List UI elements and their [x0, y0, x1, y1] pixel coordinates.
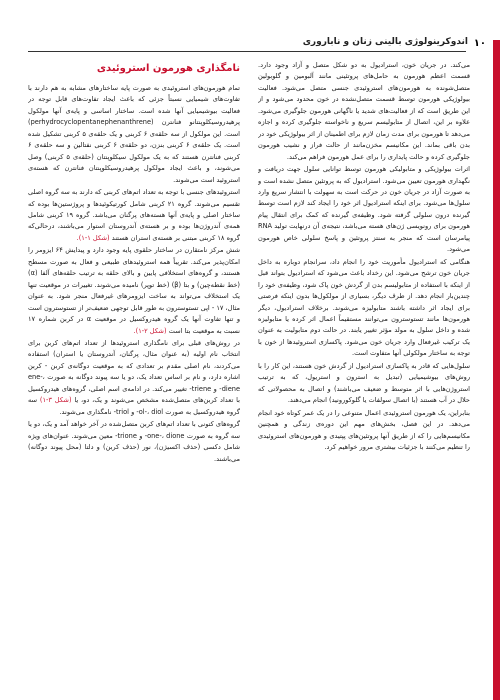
paragraph-text: در روش‌های قبلی برای نامگذاری استروئیدها از تعداد اتم‌های کربن برای انتخاب نام اولیه (به عنوان مثال، پرگنان، آندروستان یا استران) استفاده می‌کردند، نام اصلی مقدم بر تعدادی که به موقعیت دوگانه‌ی کربن - کربن اشاره دارد، و نام بر اساس تعداد یک، دو یا سه پیوند دوگانه به صورت ene-، diene- و triene- تغییر می‌کند. در ادامه‌ی اسم اصلی، گروه‌های هیدروکسیل با تعداد کربن‌های متصل‌شده مشخص می‌شوند و یک، دو، یا [28, 338, 240, 405]
paragraph-text: شش مرکز نامتقارن در ساختار حلقوی پایه وجود دارد و پیدایش ۶۴ ایزومر را امکان‌پذیر می‌کند. تقریباً همه استروئیدهای طبیعی و فعال به صورت مسطح هستند، و گروه‌های استخلافی پایین و بالای حلقه به ترتیب حلقه‌های آلفا (α) (خط نقطه‌چین) و بتا (β) (خط توپر) نامیده می‌شوند. تغییرات در موقعیت تنها یک استخلاف می‌تواند به ساخت ایزومرهای غیرفعال منجر شود. به عنوان مثال، ۱۷ - اپی تستوسترون به طور قابل توجهی ضعیف‌تر از تستوسترون است و تنها تفاوت آنها یک گروه هیدروکسیل در موقعیت α در کربن شماره ۱۷ نسبت به موقعیت بتا است [28, 246, 240, 335]
page-number: ١٠ [473, 38, 486, 49]
paragraph-text: استروئیدهای جنسی با توجه به تعداد اتم‌های کربنی که دارند به سه گروه اصلی تقسیم می‌شوند. گروه ۲۱ کربنی شامل کورتیکوئیدها و پروژستین‌ها بوده که ساختار اصلی و پایه‌ی آنها هسته‌های پرگنان می‌باشد. گروه ۱۹ کربنی شامل همه‌ی آندروژن‌ها بوده و بر هسته‌ی آندروستان استوار می‌باشند، درحالی‌که گروه ۱۸ کربنی مبتنی بر هسته‌ی استران هستند [28, 188, 240, 242]
figure-reference[interactable]: (شکل ۳-۱) [39, 396, 72, 405]
paragraph-text: سه گروه هیدروکسیل به صورت ol-، diol- و triol- نامگذاری می‌شوند. [28, 396, 240, 416]
paragraph: بنابراین، یک هورمون استروئیدی اعمال متنوعی را در یک عمر کوتاه خود انجام می‌دهد. در این فصل، بخش‌های مهم این دوره‌ی زندگی و همچنین مکانیسم‌هایی را که از طریق آنها پروتئین‌های پپتیدی و هورمون‌های استروئیدی را تنظیم می‌کنند با جزئیات بیشتری مرور خواهیم کرد. [258, 408, 470, 451]
paragraph [28, 187, 240, 244]
paragraph [28, 245, 240, 337]
paragraph: اثرات بیولوژیکی و متابولیکی هورمون توسط توانایی سلول جهت دریافت و نگهداری هورمون تعیین می‌شود. استرادیول که به پروتئین متصل نشده است و به صورت آزاد در جریان خون در حرکت است به سهولت با انتشار سریع وارد سلول‌ها می‌شود. برای اینکه استرادیول اثر خود را ایجاد کند لازم است توسط گیرنده درون سلولی گرفته شود. وظیفه‌ی گیرنده که کمک برای انتقال پیام هورمون برای رونویسی ژن‌های هسته می‌باشد، نتیجه‌ی آن درنهایت تولید RNA پیامرسان است که منجر به سنتز پروتئین و پاسخ سلولی خاص هورمون می‌شود. [258, 165, 470, 254]
section-heading: نامگذاری هورمون استروئیدی [96, 63, 240, 74]
right-column [258, 60, 470, 695]
figure-reference[interactable]: (شکل ۱-۱). [76, 233, 110, 242]
paragraph: گروه‌های کتونی با تعداد اتم‌های کربن متصل‌شده در آخر خواهد آمد و یک، دو یا سه گروه به صورت one-، dione- و trione- معین می‌شوند. عنوان‌های ویژه شامل دکسی (حذف اکسیژن)، نور (حذف کربن) و دلتا (محل پیوند دوگانه) می‌باشند. [28, 420, 240, 463]
paragraph: تمام هورمون‌های استروئیدی به صورت پایه ساختارهای مشابه به هم دارند با تفاوت‌های شیمیایی نسبتاً جزئی که باعث ایجاد تفاوت‌های قابل توجه در فعالیت بیوشیمیایی آنها شده است. ساختار اساسی و پایه‌ی آنها مولکول پرهیدروسیکلوپنتانو فنانترن (perhydrocyclopentanephenanthrene) است. این مولکول از سه حلقه‌ی ۶ کربنی و یک حلقه‌ی ۵ کربنی تشکیل شده است. یک حلقه‌ی ۶ کربنی بنزن، دو حلقه‌ی ۶ کربنی نفتالین و سه حلقه‌ی ۶ کربنی فنانترن هستند که به یک مولکول سیکلوپنتان (حلقه‌ی ۵ کربنی) وصل می‌شوند، و باعث ایجاد مولکول پرهیدروسیکلوپنتان فنانترن که هسته‌ی استروئید است می‌شوند. [28, 84, 240, 184]
paragraph: می‌کند. در جریان خون، استرادیول به دو شکل متصل و آزاد وجود دارد. قسمت اعظم هورمون به حامل‌های پروتئینی مانند آلبومین و گلوبولین متصل‌شونده به هورمون‌های استروئیدی جنسی متصل می‌شود. فعالیت بیولوژیکی هورمون توسط قسمت متصل‌نشده در خون محدود می‌شود و از این طریق است که از فعالیت‌های شدید یا ناگهانی هورمون جلوگیری می‌شود. علاوه بر این، اتصال از متابولیسم سریع و ناخواسته جلوگیری کرده و اجازه می‌دهد تا هورمون برای مدت زمان لازم برای اطمینان از اثر بیولوژیکی خود در بدن باقی بماند. این مکانیسم مخزن‌مانند از حالت فراز و نشیب هورمون جلوگیری کرده و حالت پایداری را برای عمل هورمون فراهم می‌کند. [258, 61, 470, 161]
paragraph: هنگامی که استرادیول مأموریت خود را انجام داد، سرانجام دوباره به داخل جریان خون ترشح می‌شود. این رخداد باعث می‌شود که استرادیول بتواند قبل از اینکه با استفاده از متابولیسم بدن از گردش خون پاک شود، وظیفه‌ی خود را چندین‌بار انجام دهد. از طرف دیگر، بسیاری از مولکول‌ها بدون اینکه فرصتی برای ایجاد اثر داشته باشند متابولیزه می‌شوند. برخلاف استرادیول، دیگر هورمون‌ها مانند تستوسترون می‌توانند مستقیماً اعمال اثر کرده یا متابولیزه شده و داخل سلول به مولد مؤثر تغییر یابند. در حالت دوم متابولیت به عنوان یک ترکیب غیرفعال وارد جریان خون می‌شود. پاکسازی استروئیدها از خون با توجه به ساختار مولکولی آنها متفاوت است. [258, 257, 470, 358]
paragraph [28, 338, 240, 418]
figure-reference[interactable]: (شکل ۲-۱). [133, 326, 167, 335]
running-title: اندوکرینولوژی بالینی زنان و ناباروری [302, 37, 468, 47]
header-rule [28, 51, 466, 52]
page-header [0, 0, 500, 52]
left-column [28, 60, 240, 695]
chapter-edge-bar [493, 40, 500, 700]
paragraph: سلول‌هایی که قادر به پاکسازی استرادیول از گردش خون هستند، این کار را با روش‌های بیوشیمیایی (تبدیل به استرون و استریول، که به ترتیب استروژن‌هایی با اثر متوسط و ضعیف می‌باشند) و اتصال به محصولاتی که حلال در آب هستند (با اتصال سولفات یا گلوکورونید) انجام می‌دهند. [258, 361, 470, 405]
